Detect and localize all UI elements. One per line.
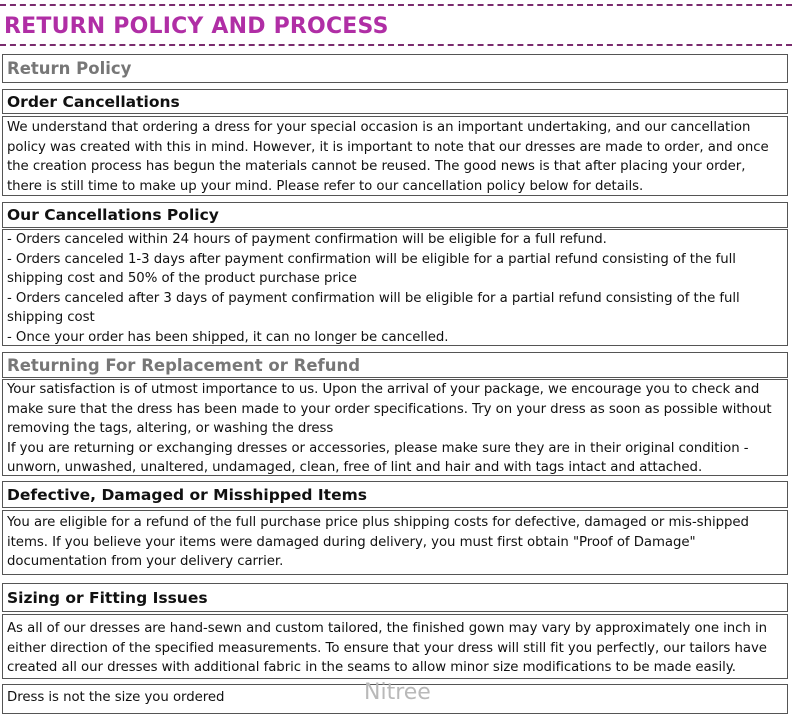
top-dashed-rule	[0, 4, 792, 6]
watermark: Nitree	[364, 680, 431, 705]
defective-header	[2, 481, 788, 508]
sizing-header	[2, 583, 788, 612]
sizing-text: As all of our dresses are hand-sewn and custom tailored, the finished gown may vary by approximately one inch in either direction of the specified measurements. To ensure that your dress will still fit you perfectly, our tailors have created all our dresses with additional fabric in the seams to allow minor size modifications to be made easily.	[7, 621, 768, 675]
returning-header	[2, 352, 788, 378]
returning-paragraph-1: Your satisfaction is of utmost importance to us. Upon the arrival of your package, we encourage you to check and make sure that the dress has been made to your order specifications. Try on your dress as soon as possible without removing the tags, altering, or washing the dress	[7, 382, 772, 436]
order-cancellations-text: We understand that ordering a dress for your special occasion is an important undertaking, and our cancellation policy was created with this in mind. However, it is important to note that our dresses are made to order, and once the creation process has begun the materials cannot be reused. The good news is that after placing your order, there is still time to make up your mind. Please refer to our cancellation policy below for details.	[7, 120, 769, 194]
title-dashed-rule	[0, 44, 792, 46]
sizing-heading: Sizing or Fitting Issues	[7, 589, 208, 607]
return-policy-heading: Return Policy	[7, 59, 132, 78]
cancellations-policy-header	[2, 202, 788, 228]
policy-item-3: - Orders canceled after 3 days of payment confirmation will be eligible for a partial refund consisting of the full shipping cost	[7, 290, 740, 325]
defective-body	[2, 510, 788, 575]
size-issue-text: Dress is not the size you ordered	[7, 690, 225, 705]
policy-item-1: - Orders canceled within 24 hours of payment confirmation will be eligible for a full refund.	[7, 232, 607, 247]
returning-body	[2, 379, 788, 476]
sizing-body	[2, 614, 788, 679]
cancellations-policy-body	[2, 229, 788, 346]
return-policy-header	[2, 54, 788, 83]
policy-item-4: - Once your order has been shipped, it can no longer be cancelled.	[7, 329, 449, 345]
returning-paragraph-2: If you are returning or exchanging dresses or accessories, please make sure they are in their original condition - unworn, unwashed, unaltered, undamaged, clean, free of lint and hair and with tags intact and attached.	[7, 440, 749, 475]
returning-heading: Returning For Replacement or Refund	[7, 356, 361, 375]
policy-item-2: - Orders canceled 1-3 days after payment confirmation will be eligible for a partial refund consisting of the full shipping cost and 50% of the product purchase price	[7, 251, 736, 286]
order-cancellations-body	[2, 116, 788, 196]
order-cancellations-header	[2, 89, 788, 114]
page-title: RETURN POLICY AND PROCESS	[4, 14, 389, 39]
defective-heading: Defective, Damaged or Misshipped Items	[7, 486, 367, 504]
defective-text: You are eligible for a refund of the full purchase price plus shipping costs for defective, damaged or mis-shipped items. If you believe your items were damaged during delivery, you must first obtain "Proof of Damage" documentation from your delivery carrier.	[7, 515, 749, 569]
cancellations-policy-heading: Our Cancellations Policy	[7, 206, 219, 224]
order-cancellations-heading: Order Cancellations	[7, 93, 180, 111]
